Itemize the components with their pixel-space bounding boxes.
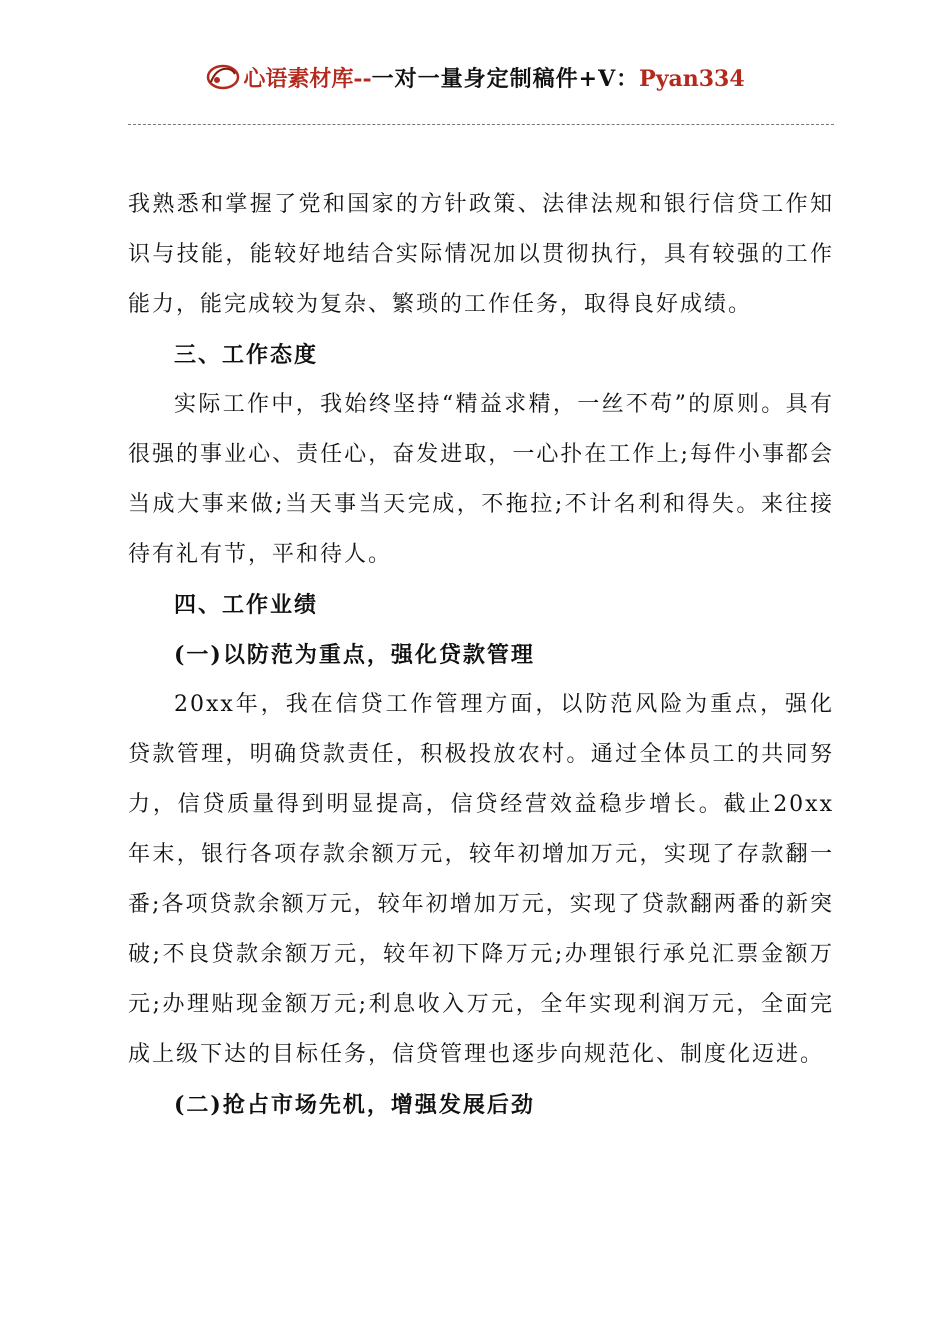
document-header xyxy=(0,62,950,93)
header-divider xyxy=(128,124,834,125)
document-body xyxy=(128,180,834,1130)
subheading-loan-management: (一)以防范为重点，强化贷款管理 xyxy=(174,642,535,668)
subheading-market: (二)抢占市场先机，增强发展后劲 xyxy=(174,1092,535,1118)
paragraph-attitude: 实际工作中，我始终坚持“精益求精，一丝不苟”的原则。具有很强的事业心、责任心，奋发进取，一心扑在工作上;每件小事都会当成大事来做;当天事当天完成，不拖拉;不计名利和得失。来往接待有礼有节，平和待人。 xyxy=(128,392,834,567)
paragraph-skills: 我熟悉和掌握了党和国家的方针政策、法律法规和银行信贷工作知识与技能，能较好地结合实际情况加以贯彻执行，具有较强的工作能力，能完成较为复杂、繁琐的工作任务，取得良好成绩。 xyxy=(128,192,834,317)
contact-prefix: +V： xyxy=(578,66,640,92)
header-slogan: 一对一量身定制稿件 xyxy=(371,66,579,92)
section-heading-attitude: 三、工作态度 xyxy=(174,342,319,368)
paragraph-loan-management: 20xx年，我在信贷工作管理方面，以防范风险为重点，强化贷款管理，明确贷款责任，积极投放农村。通过全体员工的共同努力，信贷质量得到明显提高，信贷经营效益稳步增长。截止20xx年末，银行各项存款余额万元，较年初增加万元，实现了存款翻一番;各项贷款余额万元，较年初增加万元，实现了贷款翻两番的新突破;不良贷款余额万元，较年初下降万元;办理银行承兑汇票金额万元;办理贴现金额万元;利息收入万元，全年实现利润万元，全面完成上级下达的目标任务，信贷管理也逐步向规范化、制度化迈进。 xyxy=(128,692,834,1067)
brand-name: 心语素材库 xyxy=(243,66,354,92)
contact-id: Pyan334 xyxy=(639,66,745,92)
section-heading-performance: 四、工作业绩 xyxy=(174,592,319,618)
header-separator: -- xyxy=(353,66,372,92)
logo-swirl-icon xyxy=(205,62,241,92)
